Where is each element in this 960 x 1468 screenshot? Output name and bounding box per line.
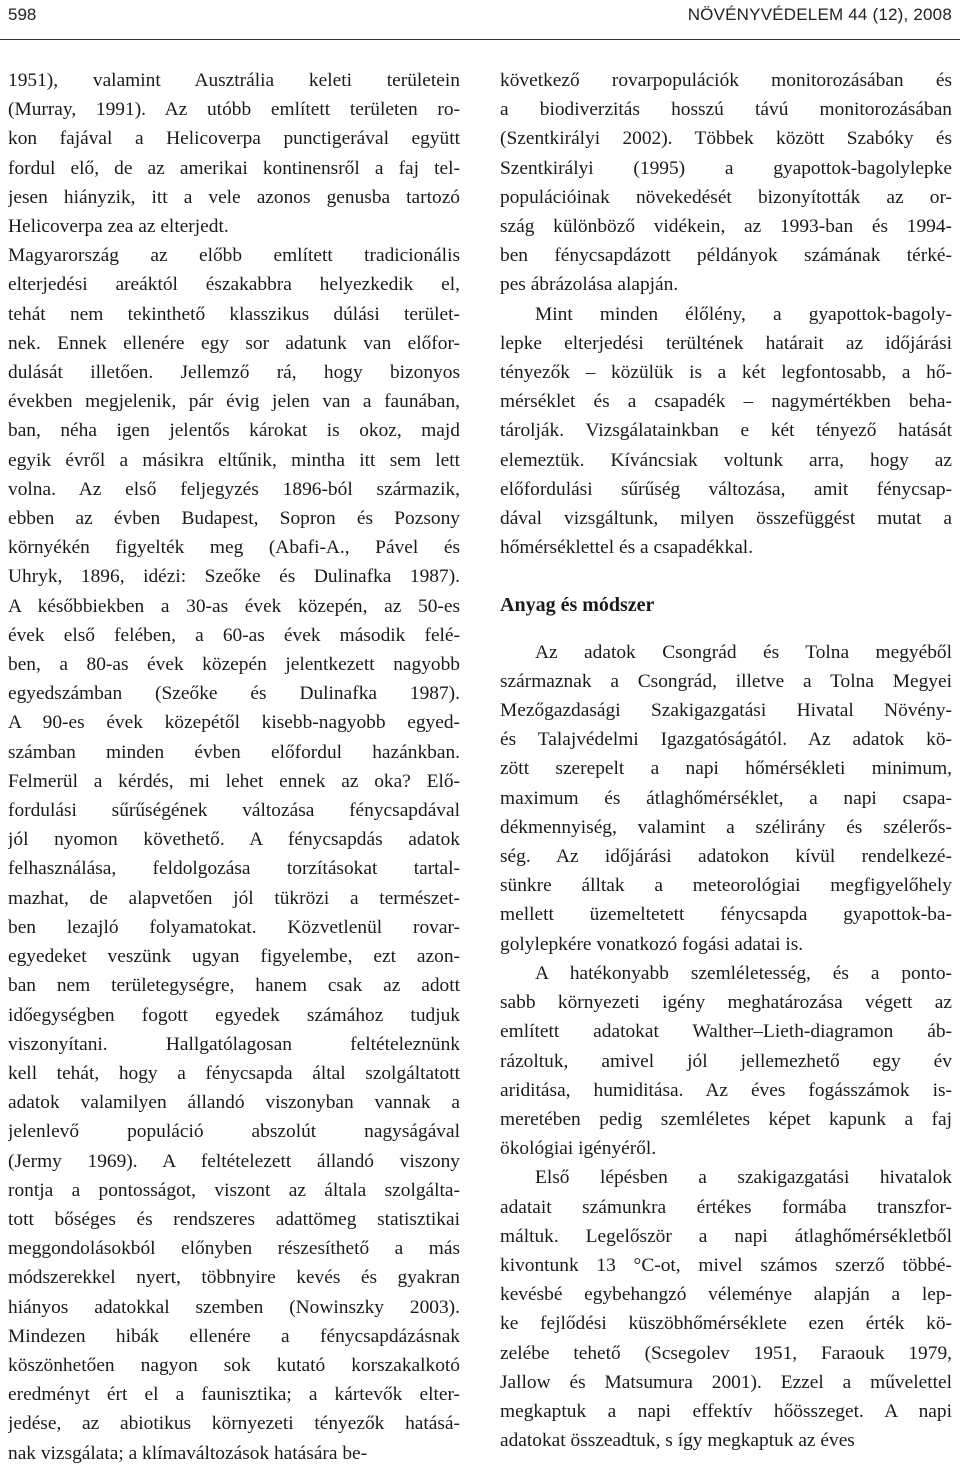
text-line: egyedszámban (Szeőke és Dulinafka 1987).	[8, 683, 460, 705]
text-line: zött szerepelt a napi hőmérsékleti minimum,	[500, 758, 952, 780]
text-line: meretében pedig szemléletes képet kapunk a faj	[500, 1108, 952, 1130]
text-line: Az adatok Csongrád és Tolna megyéből	[535, 641, 952, 663]
text-line: dával vizsgáltunk, milyen összefüggést mutat a	[500, 508, 952, 530]
text-line: fordul elő, de az amerikai kontinensről a faj tel-	[8, 157, 460, 179]
text-line: nak vizsgálata; a klímaváltozások hatására be-	[8, 1442, 368, 1464]
text-line: (Szentkirályi 2002). Többek között Szabóky és	[500, 128, 952, 150]
text-line: maximum és átlaghőmérséklet, a napi csapa-	[500, 787, 952, 809]
text-line: Mint minden élőlény, a gyapottok-bagoly-	[535, 303, 952, 325]
page-number: 598	[8, 5, 37, 24]
text-line: tárolják. Vizsgálatainkban e két tényező hatását	[500, 420, 952, 442]
text-line: sabb környezeti igény meghatározása végett az	[500, 992, 952, 1014]
header-rule	[0, 39, 960, 40]
text-line: időegységben fogott egyedek számához tudjuk	[8, 1004, 460, 1026]
text-line: dékmennyiség, valamint a szélirány és szélerős-	[500, 816, 952, 838]
text-line: ariditása, humiditása. Az éves fogásszámok is-	[500, 1079, 952, 1101]
text-line: rázoltuk, amivel jól jellemezhető egy év	[500, 1050, 952, 1072]
text-line: pes ábrázolása alapján.	[500, 274, 679, 296]
text-line: zelébe tehető (Scsegolev 1951, Faraouk 1979,	[500, 1342, 952, 1364]
text-line: ban nem területegységre, hanem csak az adott	[8, 975, 460, 997]
text-line: adatokat összeadtuk, s így megkaptuk az éves	[500, 1430, 855, 1452]
section-heading: Anyag és módszer	[500, 594, 655, 617]
text-line: volna. Az első feljegyzés 1896-ból származik,	[8, 478, 460, 500]
text-line: tehát nem tekinthető klasszikus dúlási terület-	[8, 303, 460, 325]
text-line: meggondolásokból előnyben részesíthető a más	[8, 1238, 460, 1260]
text-line: következő rovarpopulációk monitorozásában és	[500, 70, 952, 91]
text-line: (Jermy 1969). A feltételezett állandó viszony	[8, 1150, 460, 1172]
right-column	[500, 66, 952, 1455]
text-line: lepke elterjedési terültének határait az időjárási	[500, 332, 952, 354]
text-line: populációinak növekedését bizonyították az or-	[500, 186, 952, 208]
text-line: máltuk. Legelőször a napi átlaghőmérsékletből	[500, 1225, 952, 1247]
text-line: golylepkére vonatkozó fogási adatai is.	[500, 933, 804, 955]
text-line: jól nyomon követhető. A fénycsapdás adatok	[8, 829, 460, 851]
text-line: ebben az évben Budapest, Sopron és Pozsony	[8, 508, 460, 530]
text-line: és Talajvédelmi Igazgatóságától. Az adatok kö-	[500, 729, 952, 751]
text-line: években megjelenik, pár évig jelen van a faunában,	[8, 391, 460, 413]
text-line: A 90-es évek közepétől kisebb-nagyobb egyed-	[8, 712, 460, 734]
text-line: viszonyítani. Hallgatólagosan feltételeznünk	[8, 1033, 460, 1055]
left-column	[8, 66, 460, 1468]
text-line: Mezőgazdasági Szakigazgatási Hivatal Növény-	[500, 700, 952, 722]
text-line: Magyarország az előbb említett tradicionális	[8, 245, 460, 267]
text-line: évek első felében, a 60-as évek második felé-	[8, 624, 460, 646]
text-line: elemeztük. Kíváncsiak voltunk arra, hogy az	[500, 449, 952, 471]
text-line: eredményt ért el a faunisztika; a kártevők elter-	[8, 1384, 460, 1406]
text-line: kivontunk 13 °C-ot, mivel számos szerző többé-	[500, 1254, 952, 1276]
text-line: egyik évről a másikra eltűnik, mintha itt sem lett	[8, 449, 460, 471]
text-line: Jallow és Matsumura 2001). Ezzel a művelettel	[500, 1371, 952, 1393]
text-line: jelenlevő populáció abszolút nagyságával	[8, 1121, 460, 1143]
text-line: ben fénycsapdázott példányok számának térké-	[500, 245, 952, 267]
text-line: számban minden évben előfordul hazánkban.	[8, 741, 460, 763]
text-line: (Murray, 1991). Az utóbb említett területen ro-	[8, 99, 460, 121]
text-line: A hatékonyabb szemléletesség, és a ponto-	[535, 962, 952, 984]
text-line: fordulási sűrűségének változása fénycsapdával	[8, 800, 460, 822]
text-line: ben, a 80-as évek közepén jelentkezett nagyobb	[8, 654, 460, 676]
text-line: megkaptuk a napi effektív hőösszeget. A napi	[500, 1400, 952, 1422]
text-line: származnak a Csongrád, illetve a Tolna Megyei	[500, 670, 952, 692]
text-line: előfordulási sűrűség változása, amit fénycsap-	[500, 478, 952, 500]
text-line: 1951), valamint Ausztrália keleti területein	[8, 70, 460, 91]
text-line: Szentkirályi (1995) a gyapottok-bagolylepke	[500, 157, 952, 179]
text-line: kevésbé egybehangzó véleménye alapján a lep-	[500, 1284, 952, 1306]
text-line: Felmerül a kérdés, mi lehet ennek az oka? Elő-	[8, 770, 460, 792]
text-line: köszönhetően nagyon sok kutató korszakalkotó	[8, 1354, 460, 1376]
text-line: hőmérséklettel és a csapadékkal.	[500, 537, 754, 559]
text-line: kon fajával a Helicoverpa punctigerával együtt	[8, 128, 460, 150]
text-line: tott bőséges és rendszeres adattömeg statisztikai	[8, 1208, 460, 1230]
text-line: adatok valamilyen állandó viszonyban vannak a	[8, 1092, 460, 1114]
text-line: dulását illetően. Jellemző rá, hogy bizonyos	[8, 362, 460, 384]
text-line: kell tehát, hogy a fénycsapda által szolgáltatott	[8, 1062, 460, 1084]
text-line: ke fejlődési küszöbhőmérséklete ezen érték kö-	[500, 1313, 952, 1335]
text-line: jedése, az abiotikus környezeti tényezők hatásá-	[8, 1413, 460, 1435]
text-line: felhasználása, feldolgozása torzításokat tartal-	[8, 858, 460, 880]
text-line: nek. Ennek ellenére egy sor adatunk van előfor-	[8, 332, 460, 354]
text-line: ban, néha igen jelentős károkat is okoz, majd	[8, 420, 460, 442]
text-line: mérséklet és a csapadék – nagymértékben beha-	[500, 391, 952, 413]
text-line: Helicoverpa zea az elterjedt.	[8, 216, 229, 238]
text-line: módszerekkel nyert, többnyire kevés és gyakran	[8, 1267, 460, 1289]
text-line: A későbbiekben a 30-as évek közepén, az 50-es	[8, 595, 460, 617]
text-line: rontja a pontosságot, viszont az általa szolgálta-	[8, 1179, 460, 1201]
text-line: tényezők – közülük is a két legfontosabb, a hő-	[500, 362, 952, 384]
text-line: Mindezen hibák ellenére a fénycsapdázásnak	[8, 1325, 460, 1347]
page-header	[0, 0, 960, 40]
text-line: adatait számunkra értékes formába transzfor-	[500, 1196, 952, 1218]
text-line: szág különböző vidékein, az 1993-ban és 1994-	[500, 216, 952, 238]
text-line: mellett üzemeltetett fénycsapda gyapottok-ba-	[500, 904, 952, 926]
journal-title: NÖVÉNYVÉDELEM 44 (12), 2008	[687, 5, 952, 24]
text-line: egyedeket veszünk ugyan figyelembe, ezt azon-	[8, 946, 460, 968]
text-line: sünkre álltak a meteorológiai megfigyelőhely	[500, 875, 952, 897]
text-line: elterjedési areáktól északabbra helyezkedik el,	[8, 274, 460, 296]
text-line: jesen hiányzik, itt a vele azonos genusba tartozó	[8, 186, 460, 208]
text-line: említett adatokat Walther–Lieth-diagramon áb-	[500, 1021, 952, 1043]
text-line: ség. Az időjárási adatokon kívül rendelkezé-	[500, 846, 952, 868]
text-line: ben lezajló folyamatokat. Közvetlenül rovar-	[8, 916, 460, 938]
text-line: a biodiverzitás hosszú távú monitorozásában	[500, 99, 952, 121]
text-line: Első lépésben a szakigazgatási hivatalok	[535, 1167, 952, 1189]
text-line: ökológiai igényéről.	[500, 1138, 657, 1160]
text-line: hiányos adatokkal szemben (Nowinszky 2003).	[8, 1296, 460, 1318]
text-line: mazhat, de alapvetően jól tükrözi a természet-	[8, 887, 460, 909]
text-line: környékén figyelték meg (Abafi-A., Pável és	[8, 537, 460, 559]
text-line: Uhryk, 1896, idézi: Szeőke és Dulinafka 1987).	[8, 566, 460, 588]
